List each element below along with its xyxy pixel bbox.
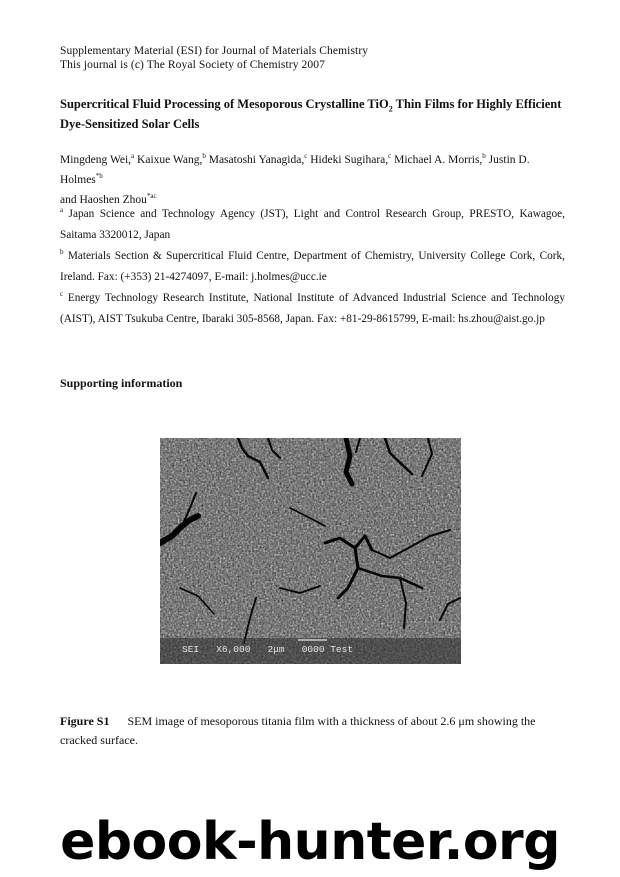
affiliation-text: Materials Section & Supercritical Fluid Centre, Department of Chemistry, University College Cork, Cork, Ireland. Fax: (+353) 21-4274097, E-mail: j.holmes@ucc.ie [60,250,565,283]
journal-header-line-2: This journal is (c) The Royal Society of Chemistry 2007 [60,59,325,71]
affiliation-text: Japan Science and Technology Agency (JST), Light and Control Research Group, PRESTO, Kawagoe, Saitama 3320012, Japan [60,208,565,241]
author-name: Hideki Sugihara, [307,154,389,166]
author-list [60,150,570,210]
title-subscript: 2 [388,104,393,114]
author-affiliation-mark: *ac [146,192,157,201]
figure-caption [60,712,565,750]
title-text-before-subscript: Supercritical Fluid Processing of Mesoporous Crystalline TiO [60,97,389,111]
section-heading: Supporting information [60,376,183,390]
author-affiliation-mark: c [388,152,392,161]
affiliation-mark: c [60,290,64,299]
sem-info-bar: SEI X6,000 2μm 0000 Test [182,644,354,655]
author-name: Masatoshi Yanagida, [205,154,305,166]
paper-title [60,94,570,134]
author-name: Justin D. Holmes [60,154,530,186]
affiliation-mark: b [60,248,64,257]
author-name: and Haoshen Zhou [60,194,147,206]
watermark-text: ebook-hunter.org [60,812,560,872]
affiliation-c [60,288,565,330]
author-affiliation-mark: *b [95,172,103,181]
affiliation-mark: a [60,206,64,215]
author-affiliation-mark: b [202,152,206,161]
author-affiliation-mark: b [482,152,486,161]
affiliation-text: Energy Technology Research Institute, National Institute of Advanced Industrial Science and Technology (AIST), AIST Tsukuba Centre, Ibaraki 305-8568, Japan. Fax: +81-29-8615799, E-mail: hs.zhou@aist.go.jp [60,292,565,325]
author-name: Michael A. Morris, [391,154,483,166]
affiliation-b [60,246,565,288]
figure-label: Figure S1 [60,714,110,728]
sem-micrograph [160,438,461,664]
author-name: Mingdeng Wei, [60,154,132,166]
journal-header-line-1: Supplementary Material (ESI) for Journal of Materials Chemistry [60,45,369,57]
caption-text: SEM image of mesoporous titania film with a thickness of about 2.6 μm showing the cracked surface. [60,714,536,747]
sem-image [160,438,461,664]
author-affiliation-mark: c [304,152,308,161]
affiliation-a [60,204,565,246]
author-affiliation-mark: a [131,152,135,161]
title-text-after-subscript: Thin Films for Highly Efficient Dye-Sensitized Solar Cells [60,97,562,131]
author-name: Kaixue Wang, [134,154,203,166]
